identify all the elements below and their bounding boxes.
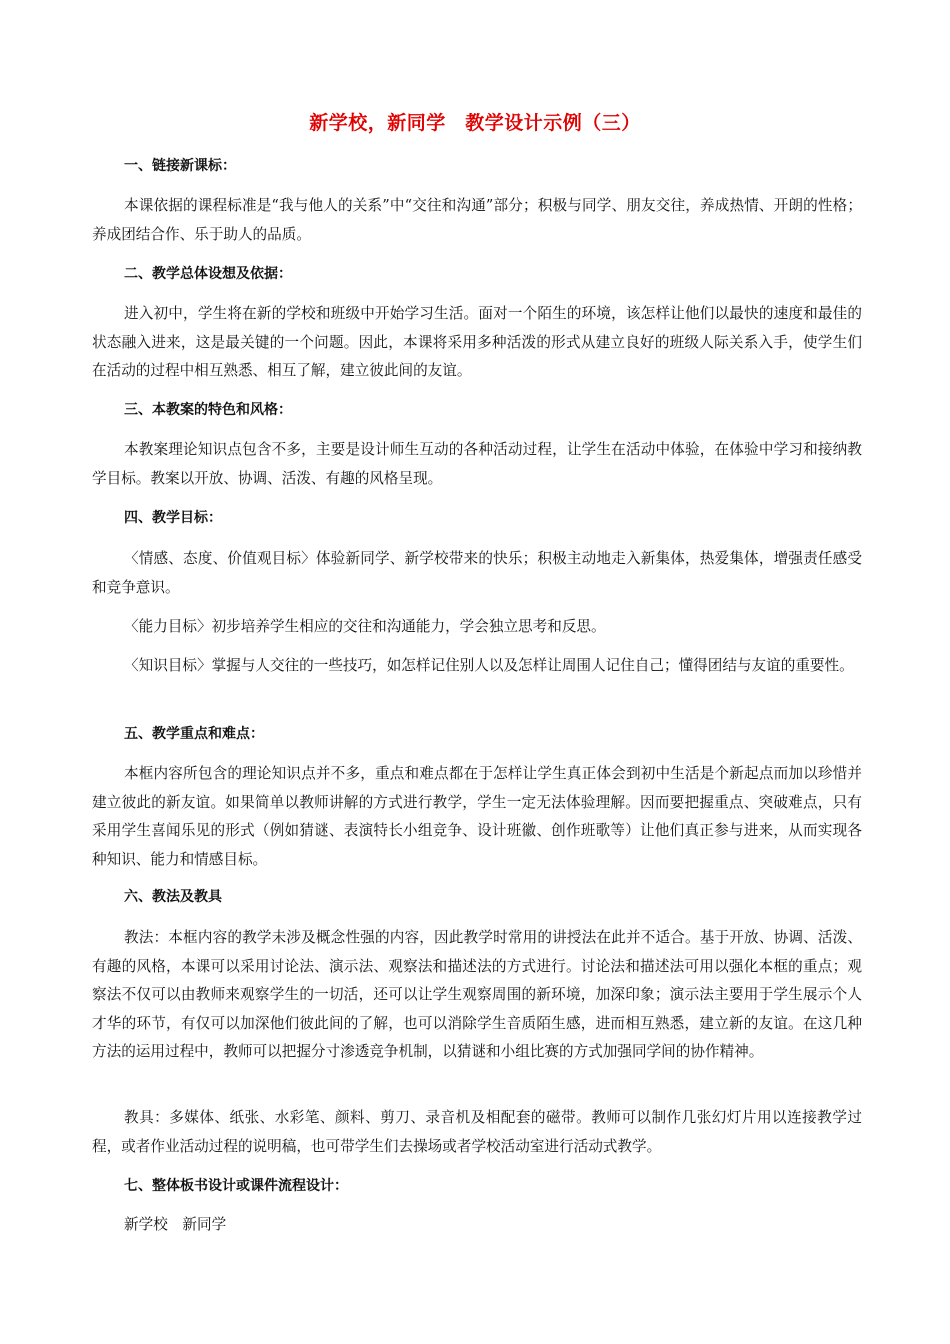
section-6-paragraph-1: 教法：本框内容的教学未涉及概念性强的内容，因此教学时常用的讲授法在此并不适合。基于开放、协调、活泼、有趣的风格，本课可以采用讨论法、演示法、观察法和描述法的方式进行。讨论法和描述法可用以强化本框的重点；观察法不仅可以由教师来观察学生的一切活，还可以让学生观察周围的新环境，加深印象；演示法主要用于学生展示个人才华的环节，有仅可以加深他们彼此间的了解，也可以消除学生音质陌生感，进而相互熟悉，建立新的友谊。在这几种方法的运用过程中，教师可以把握分寸渗透竞争机制，以猜谜和小组比赛的方式加强同学间的协作精神。 [92,929,862,1060]
section-heading-3: 三、本教案的特色和风格： [124,402,292,418]
section-4-paragraph-3: 〈知识目标〉掌握与人交往的一些技巧，如怎样记住别人以及怎样让周围人记住自己；懂得团结与友谊的重要性。 [124,657,854,674]
section-heading-1: 一、链接新课标： [124,158,236,174]
section-heading-4: 四、教学目标： [124,510,222,526]
section-1-paragraph-1: 本课依据的课程标准是“我与他人的关系”中“交往和沟通”部分；积极与同学、朋友交往，养成热情、开朗的性格；养成团结合作、乐于助人的品质。 [92,197,862,243]
section-heading-5: 五、教学重点和难点： [124,726,264,742]
section-4-paragraph-1: 〈情感、态度、价值观目标〉体验新同学、新学校带来的快乐；积极主动地走入新集体，热爱集体，增强责任感受和竞争意识。 [92,550,862,596]
page-title: 新学校，新同学 教学设计示例（三） [309,112,641,134]
section-heading-7: 七、整体板书设计或课件流程设计： [124,1178,348,1194]
section-6-paragraph-2: 教具：多媒体、纸张、水彩笔、颜料、剪刀、录音机及相配套的磁带。教师可以制作几张幻灯片用以连接教学过程，或者作业活动过程的说明稿，也可带学生们去操场或者学校活动室进行活动式教学。 [92,1109,862,1155]
section-5-paragraph-1: 本框内容所包含的理论知识点并不多，重点和难点都在于怎样让学生真正体会到初中生活是个新起点而加以珍惜并建立彼此的新友谊。如果简单以教师讲解的方式进行教学，学生一定无法体验理解。因而要把握重点、突破难点，只有采用学生喜闻乐见的形式（例如猜谜、表演特长小组竞争、设计班徽、创作班歌等）让他们真正参与进来，从而实现各种知识、能力和情感目标。 [92,765,862,868]
section-heading-2: 二、教学总体设想及依据： [124,266,292,282]
section-4-paragraph-2: 〈能力目标〉初步培养学生相应的交往和沟通能力，学会独立思考和反思。 [124,618,606,635]
section-2-paragraph-1: 进入初中，学生将在新的学校和班级中开始学习生活。面对一个陌生的环境，该怎样让他们以最快的速度和最佳的状态融入进来，这是最关键的一个问题。因此，本课将采用多种活泼的形式从建立良好的班级人际关系入手，使学生们在活动的过程中相互熟悉、相互了解，建立彼此间的友谊。 [92,305,862,379]
section-3-paragraph-1: 本教案理论知识点包含不多，主要是设计师生互动的各种活动过程，让学生在活动中体验，在体验中学习和接纳教学目标。教案以开放、协调、活泼、有趣的风格呈现。 [92,441,862,487]
board-design-text: 新学校 新同学 [124,1216,227,1233]
section-heading-6: 六、教法及教具 [124,889,222,905]
